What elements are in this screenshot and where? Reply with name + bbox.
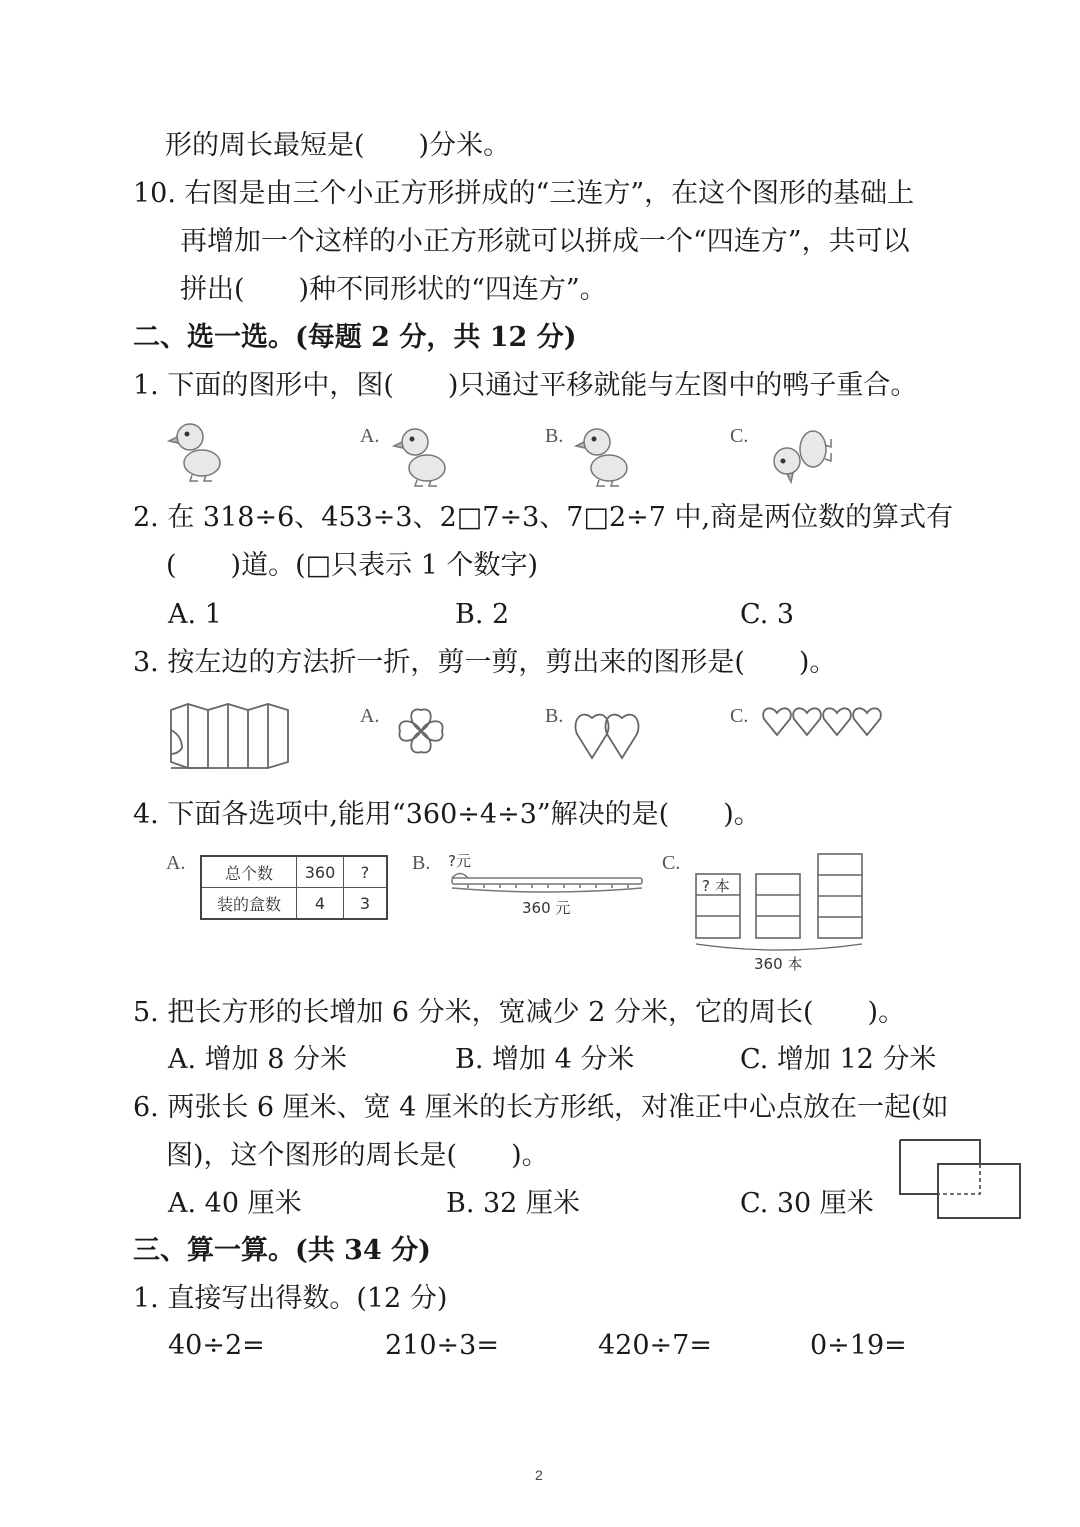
s2q2-line1: 2. 在 318÷6、453÷3、2□7÷3、7□2÷7 中,商是两位数的算式有	[133, 502, 954, 533]
table-cell: 总个数	[201, 856, 297, 888]
s3q1-text: 1. 直接写出得数。(12 分)	[133, 1283, 448, 1314]
s2q2-option-b[interactable]: B. 2	[455, 599, 510, 630]
s2q2-line2: ( )道。(□只表示 1 个数字)	[166, 550, 538, 581]
s2q4-label-a: A.	[166, 852, 186, 874]
s2q4-c-unknown-label: ? 本	[702, 877, 730, 895]
s2q4-b-unknown-label: ?元	[448, 852, 471, 870]
s3q1-item-2: 210÷3=	[385, 1330, 499, 1361]
s2q4-c-total-label: 360 本	[754, 955, 803, 973]
s2q5-option-c[interactable]: C. 增加 12 分米	[740, 1044, 937, 1075]
s2q1-label-a: A.	[360, 425, 380, 447]
duck-option-b-figure[interactable]	[575, 420, 635, 488]
s2q5-option-a[interactable]: A. 增加 8 分米	[168, 1044, 348, 1075]
s2q3-text: 3. 按左边的方法折一折，剪一剪，剪出来的图形是( )。	[133, 647, 837, 678]
s3q1-item-3: 420÷7=	[598, 1330, 712, 1361]
s2q6-line2: 图)，这个图形的周长是( )。	[166, 1140, 549, 1171]
s2q5-option-b[interactable]: B. 增加 4 分米	[455, 1044, 635, 1075]
table-cell: ?	[344, 856, 388, 888]
duck-option-c-figure[interactable]	[762, 420, 828, 480]
q10-line2: 再增加一个这样的小正方形就可以拼成一个“四连方”，共可以	[180, 226, 910, 257]
clover-shape-option-a[interactable]	[390, 700, 452, 762]
table-cell: 360	[297, 856, 344, 888]
s2q4-label-b: B.	[412, 852, 431, 874]
s2q4-label-c: C.	[662, 852, 681, 874]
s2q3-label-b: B.	[545, 705, 564, 727]
page-number: 2	[535, 1467, 543, 1483]
s2q5-text: 5. 把长方形的长增加 6 分米，宽减少 2 分米，它的周长( )。	[133, 997, 906, 1028]
q9-continuation: 形的周长最短是( )分米。	[165, 130, 511, 161]
s2q4-option-b-line-diagram[interactable]	[452, 868, 644, 900]
s2q6-line1: 6. 两张长 6 厘米、宽 4 厘米的长方形纸，对准正中心点放在一起(如	[133, 1092, 949, 1123]
s2q1-label-b: B.	[545, 425, 564, 447]
s2q1-text: 1. 下面的图形中，图( )只通过平移就能与左图中的鸭子重合。	[133, 370, 918, 401]
s2q4-option-c-stack-diagram[interactable]	[694, 852, 866, 952]
table-cell: 3	[344, 888, 388, 920]
duck-original-figure	[168, 415, 228, 483]
table-cell: 4	[297, 888, 344, 920]
s2q4-option-a-table[interactable]	[200, 855, 388, 920]
s3q1-item-1: 40÷2=	[168, 1330, 265, 1361]
q10-line1: 10. 右图是由三个小正方形拼成的“三连方”，在这个图形的基础上	[133, 178, 915, 209]
s2q4-b-total-label: 360 元	[522, 899, 571, 917]
folded-paper-figure	[168, 700, 292, 772]
table-cell: 装的盒数	[201, 888, 297, 920]
section3-heading: 三、算一算。(共 34 分)	[133, 1235, 431, 1266]
heart-chain-option-c[interactable]	[762, 705, 884, 737]
s2q1-label-c: C.	[730, 425, 749, 447]
s2q6-option-b[interactable]: B. 32 厘米	[446, 1188, 580, 1219]
s2q2-option-c[interactable]: C. 3	[740, 599, 795, 630]
duck-option-a-figure[interactable]	[393, 420, 453, 488]
s2q4-text: 4. 下面各选项中,能用“360÷4÷3”解决的是( )。	[133, 799, 761, 830]
s3q1-item-4: 0÷19=	[810, 1330, 907, 1361]
s2q3-label-c: C.	[730, 705, 749, 727]
overlapping-rectangles-figure	[898, 1138, 1024, 1222]
s2q3-label-a: A.	[360, 705, 380, 727]
interlocked-hearts-option-b[interactable]	[574, 700, 640, 766]
s2q2-option-a[interactable]: A. 1	[168, 599, 222, 630]
s2q6-option-a[interactable]: A. 40 厘米	[168, 1188, 302, 1219]
q10-line3: 拼出( )种不同形状的“四连方”。	[180, 274, 607, 305]
s2q6-option-c[interactable]: C. 30 厘米	[740, 1188, 874, 1219]
section2-heading: 二、选一选。(每题 2 分，共 12 分)	[133, 322, 577, 353]
